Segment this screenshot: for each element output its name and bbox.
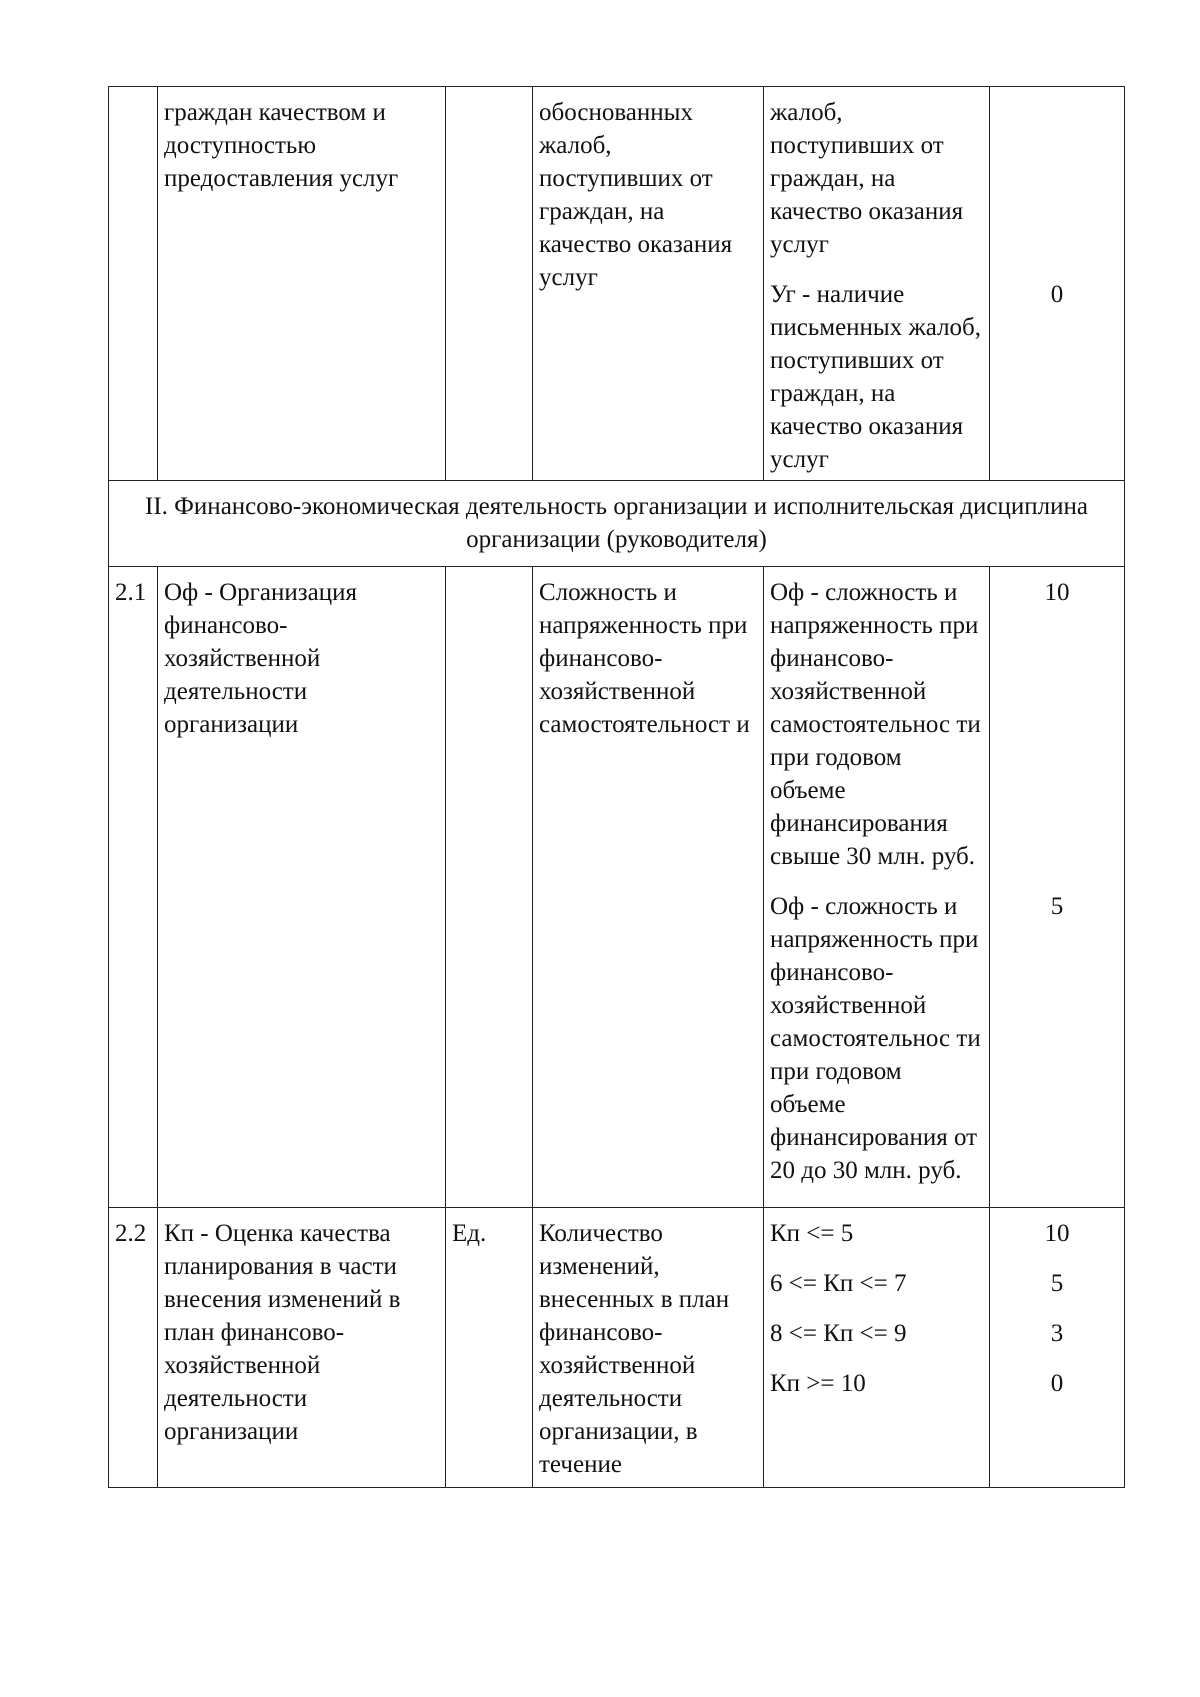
points-value: 3 <box>1050 1320 1064 1347</box>
unit-cell: Ед. <box>446 1208 533 1488</box>
table-row <box>109 87 1125 481</box>
points-value: 10 <box>1044 1220 1070 1247</box>
points-value: 5 <box>1050 893 1064 920</box>
criterion-text: Уг - наличие письменных жалоб, поступивших от граждан, на качество оказания услуг <box>770 281 982 473</box>
criterion-text: Оф - сложность и напряженность при финансово-хозяйственной самостоятельнос ти при годовом объеме финансирования свыше 30 млн. руб. <box>770 579 981 870</box>
points-value: 5 <box>1050 1270 1064 1297</box>
points-cell <box>990 1208 1125 1488</box>
points-value: 10 <box>1044 579 1070 606</box>
criterion-text: Оф - сложность и напряженность при финансово-хозяйственной самостоятельнос ти при годовом объеме финансирования от 20 до 30 млн. руб. <box>770 893 981 1184</box>
indicator-cell: Оф - Организация финансово-хозяйственной деятельности организации <box>158 567 446 1208</box>
row-number <box>109 87 158 481</box>
points-cell <box>990 87 1125 481</box>
section-title: II. Финансово-экономическая деятельность организации и исполнительская дисциплина организации (руководителя) <box>109 481 1125 567</box>
content-cell: Количество изменений, внесенных в план финансово-хозяйственной деятельности организации, в течение <box>533 1208 764 1488</box>
indicator-cell: Кп - Оценка качества планирования в части внесения изменений в план финансово-хозяйственной деятельности организации <box>158 1208 446 1488</box>
points-value: 0 <box>1050 1370 1064 1397</box>
points-value: 0 <box>1050 281 1064 308</box>
indicator-cell: граждан качеством и доступностью предоставления услуг <box>158 87 446 481</box>
criterion-text: Кп >= 10 <box>770 1370 866 1397</box>
criteria-table <box>108 86 1125 1488</box>
points-cell <box>990 567 1125 1208</box>
criteria-cell <box>764 1208 990 1488</box>
criterion-text: Кп <= 5 <box>770 1220 854 1247</box>
criteria-cell <box>764 87 990 481</box>
section-row <box>109 481 1125 567</box>
row-number: 2.1 <box>109 567 158 1208</box>
criterion-text: 6 <= Кп <= 7 <box>770 1270 907 1297</box>
table-row <box>109 567 1125 1208</box>
criterion-text: жалоб, поступивших от граждан, на качество оказания услуг <box>770 99 964 258</box>
unit-cell <box>446 567 533 1208</box>
points-value <box>996 96 1118 261</box>
content-cell: Сложность и напряженность при финансово-хозяйственной самостоятельност и <box>533 567 764 1208</box>
criteria-cell <box>764 567 990 1208</box>
row-number: 2.2 <box>109 1208 158 1488</box>
criterion-text: 8 <= Кп <= 9 <box>770 1320 907 1347</box>
unit-cell <box>446 87 533 481</box>
content-cell: обоснованных жалоб, поступивших от граждан, на качество оказания услуг <box>533 87 764 481</box>
table-row <box>109 1208 1125 1488</box>
